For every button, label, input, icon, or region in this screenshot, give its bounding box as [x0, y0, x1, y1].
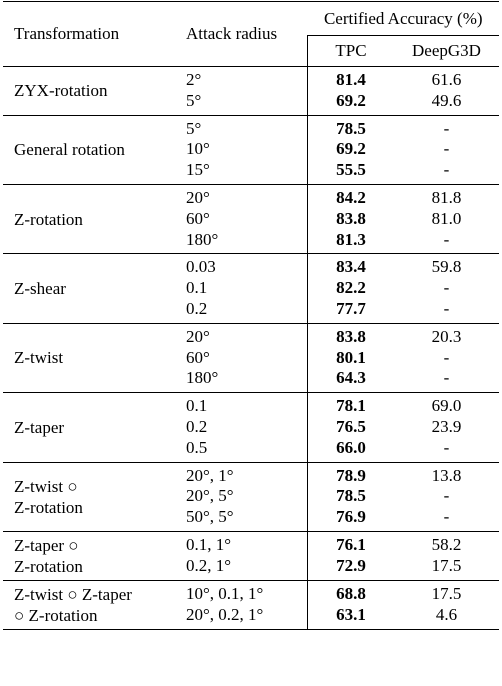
table-row-group	[3, 254, 499, 323]
attack-radius-cell	[174, 254, 308, 323]
transformation-name-line: General rotation	[14, 140, 125, 160]
attack-radius-cell	[174, 393, 308, 462]
attack-radius-cell	[174, 462, 308, 531]
deepg3d-value: -	[443, 486, 450, 506]
table-row-group	[3, 393, 499, 462]
attack-radius-cell	[174, 115, 308, 184]
transformation-cell	[3, 323, 174, 392]
deepg3d-value: 69.0	[431, 396, 462, 416]
transformation-name-line: Z-taper	[14, 417, 65, 437]
deepg3d-value: 81.0	[431, 208, 462, 228]
deepg3d-value: 81.8	[431, 187, 462, 207]
tpc-value: 78.5	[336, 486, 366, 506]
tpc-value: 83.8	[336, 208, 366, 228]
tpc-value: 69.2	[336, 139, 366, 159]
tpc-value: 76.5	[336, 416, 366, 436]
tpc-value: 68.8	[336, 584, 366, 604]
deepg3d-value: 23.9	[431, 416, 462, 436]
deepg3d-value: -	[443, 278, 450, 298]
transformation-cell	[3, 462, 174, 531]
table-row-group	[3, 115, 499, 184]
deepg3d-value: 61.6	[431, 70, 462, 89]
tpc-cell	[308, 393, 395, 462]
tpc-cell	[308, 462, 395, 531]
table-row-group	[3, 462, 499, 531]
attack-radius-cell	[174, 580, 308, 629]
table-row-group	[3, 531, 499, 580]
transformation-cell	[3, 580, 174, 629]
attack-radius-value: 0.1, 1°	[186, 535, 232, 555]
table-row-group	[3, 184, 499, 253]
deepg3d-value: -	[443, 437, 450, 457]
deepg3d-value: -	[443, 368, 450, 388]
tpc-cell	[308, 184, 395, 253]
deepg3d-cell	[394, 67, 499, 116]
attack-radius-value: 0.03	[186, 257, 216, 277]
tpc-value: 84.2	[336, 187, 366, 207]
header-attack-radius: Attack radius	[174, 2, 308, 67]
tpc-value: 72.9	[336, 555, 366, 575]
attack-radius-cell	[174, 67, 308, 116]
transformation-name-line: Z-rotation	[14, 556, 83, 576]
tpc-value: 77.7	[336, 298, 366, 318]
tpc-value: 83.4	[336, 257, 366, 277]
tpc-cell	[308, 580, 395, 629]
tpc-cell	[308, 67, 395, 116]
tpc-value: 78.9	[336, 465, 366, 485]
deepg3d-value: 59.8	[431, 257, 462, 277]
table-row-group	[3, 323, 499, 392]
transformation-cell	[3, 254, 174, 323]
deepg3d-cell	[394, 531, 499, 580]
deepg3d-value: 17.5	[431, 584, 462, 604]
deepg3d-cell	[394, 323, 499, 392]
transformation-cell	[3, 531, 174, 580]
tpc-value: 64.3	[336, 368, 366, 388]
attack-radius-value: 10°, 0.1, 1°	[186, 584, 264, 604]
tpc-value: 81.4	[336, 70, 366, 89]
deepg3d-value: -	[443, 229, 450, 249]
deepg3d-value: 17.5	[431, 555, 462, 575]
attack-radius-value: 20°	[186, 187, 210, 207]
transformation-cell	[3, 184, 174, 253]
transformation-name-line: Z-taper ○	[14, 535, 79, 555]
tpc-value: 82.2	[336, 278, 366, 298]
tpc-value: 66.0	[336, 437, 366, 457]
attack-radius-value: 0.2	[186, 298, 208, 318]
deepg3d-value: 49.6	[431, 90, 462, 110]
tpc-value: 80.1	[336, 347, 366, 367]
certified-accuracy-table	[3, 1, 499, 630]
transformation-name-line: ZYX-rotation	[14, 81, 108, 101]
attack-radius-value: 20°, 5°	[186, 486, 234, 506]
tpc-cell	[308, 531, 395, 580]
tpc-cell	[308, 115, 395, 184]
attack-radius-cell	[174, 531, 308, 580]
table-row-group	[3, 67, 499, 116]
deepg3d-value: 20.3	[431, 326, 462, 346]
attack-radius-value: 5°	[186, 118, 202, 138]
tpc-value: 55.5	[336, 160, 366, 180]
attack-radius-cell	[174, 184, 308, 253]
transformation-name-line: Z-twist	[14, 348, 64, 368]
transformation-cell	[3, 115, 174, 184]
table-body	[3, 67, 499, 630]
attack-radius-value: 5°	[186, 90, 202, 110]
attack-radius-value: 0.1	[186, 396, 208, 416]
deepg3d-cell	[394, 184, 499, 253]
deepg3d-value: 58.2	[431, 535, 462, 555]
deepg3d-value: -	[443, 160, 450, 180]
deepg3d-cell	[394, 462, 499, 531]
transformation-name-line: ○ Z-rotation	[14, 605, 98, 625]
tpc-cell	[308, 254, 395, 323]
attack-radius-value: 50°, 5°	[186, 507, 234, 527]
tpc-value: 76.1	[336, 535, 366, 555]
transformation-name-line: Z-twist ○	[14, 476, 78, 496]
tpc-value: 78.1	[336, 396, 366, 416]
header-certified-accuracy: Certified Accuracy (%)	[308, 2, 500, 36]
attack-radius-value: 0.2	[186, 416, 208, 436]
deepg3d-value: 4.6	[435, 604, 458, 624]
header-deepg3d: DeepG3D	[412, 41, 481, 60]
attack-radius-value: 180°	[186, 368, 219, 388]
tpc-cell	[308, 323, 395, 392]
header-transformation: Transformation	[3, 2, 174, 67]
deepg3d-value: -	[443, 298, 450, 318]
transformation-cell	[3, 67, 174, 116]
deepg3d-value: -	[443, 507, 450, 527]
attack-radius-value: 0.1	[186, 278, 208, 298]
attack-radius-value: 20°, 1°	[186, 465, 234, 485]
deepg3d-cell	[394, 580, 499, 629]
transformation-name-line: Z-twist ○ Z-taper	[14, 584, 132, 604]
attack-radius-value: 20°	[186, 326, 210, 346]
header-tpc: TPC	[308, 36, 395, 67]
transformation-name-line: Z-shear	[14, 279, 66, 299]
attack-radius-value: 0.2, 1°	[186, 555, 232, 575]
table-row-group	[3, 580, 499, 629]
deepg3d-value: 13.8	[431, 465, 462, 485]
transformation-name-line: Z-rotation	[14, 209, 83, 229]
attack-radius-value: 10°	[186, 139, 210, 159]
tpc-value: 81.3	[336, 229, 366, 249]
deepg3d-cell	[394, 115, 499, 184]
attack-radius-value: 60°	[186, 208, 210, 228]
deepg3d-cell	[394, 254, 499, 323]
attack-radius-value: 60°	[186, 347, 210, 367]
deepg3d-value: -	[443, 139, 450, 159]
tpc-value: 78.5	[336, 118, 366, 138]
tpc-value: 63.1	[336, 604, 366, 624]
deepg3d-value: -	[443, 347, 450, 367]
deepg3d-value: -	[443, 118, 450, 138]
attack-radius-value: 20°, 0.2, 1°	[186, 604, 264, 624]
attack-radius-value: 15°	[186, 160, 210, 180]
transformation-name-line: Z-rotation	[14, 497, 83, 517]
tpc-value: 76.9	[336, 507, 366, 527]
attack-radius-cell	[174, 323, 308, 392]
attack-radius-value: 2°	[186, 70, 202, 89]
attack-radius-value: 0.5	[186, 437, 208, 457]
deepg3d-cell	[394, 393, 499, 462]
tpc-value: 69.2	[336, 90, 366, 110]
transformation-cell	[3, 393, 174, 462]
tpc-value: 83.8	[336, 326, 366, 346]
attack-radius-value: 180°	[186, 229, 219, 249]
